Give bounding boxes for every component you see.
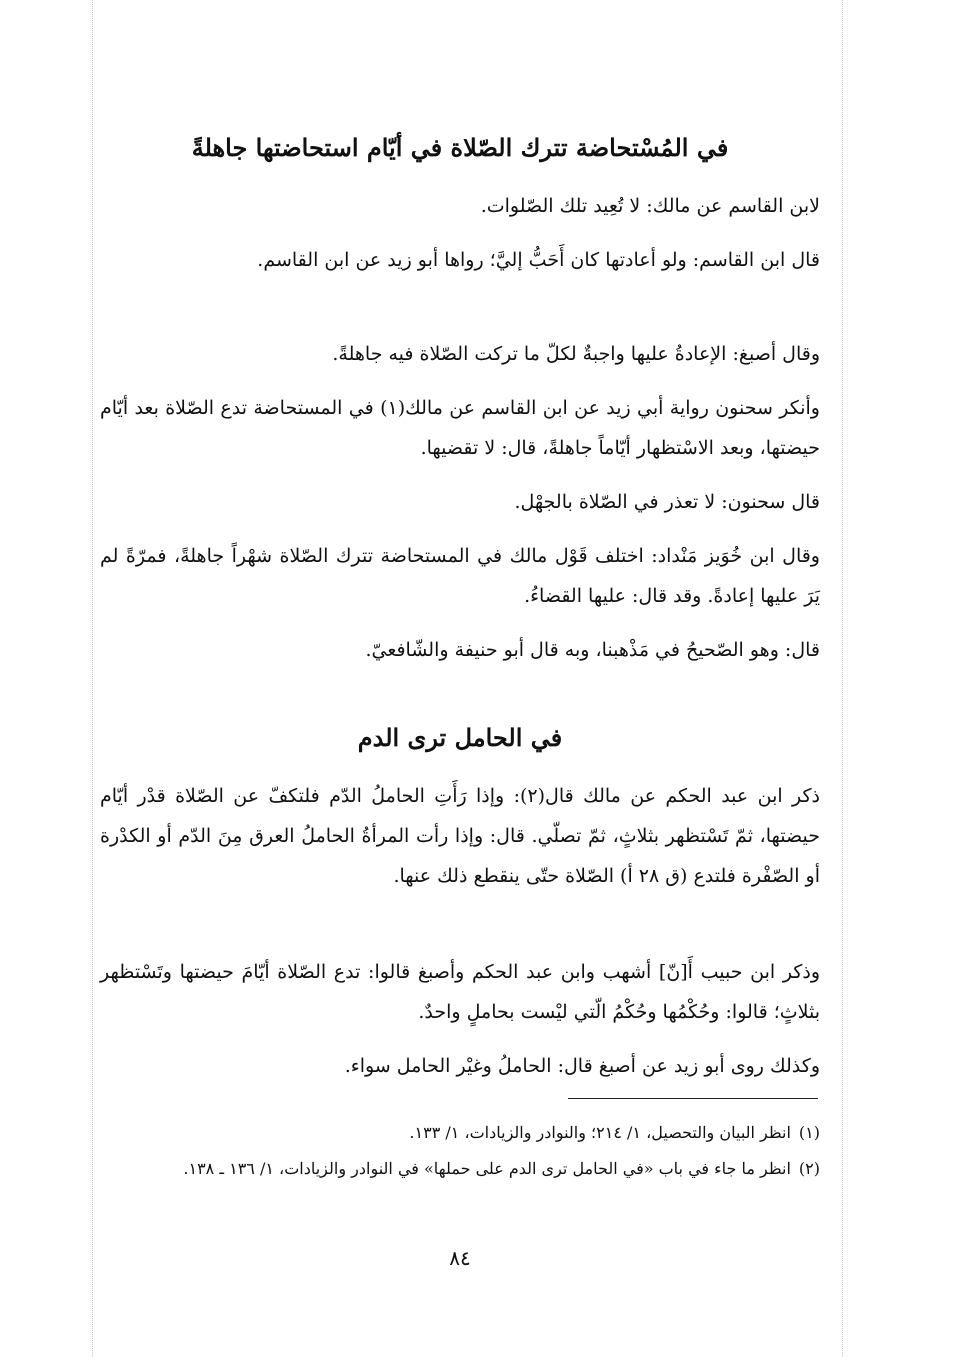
paragraph-8: ذكر ابن عبد الحكم عن مالك قال(٢): وإذا رَأَتِ الحاملُ الدّم فلتكفّ عن الصّلاة قدْر أيّام حيضتها، ثمّ تَسْتظهر بثلاثٍ، ثمّ تصلّي. قال: وإذا رأت المرأةُ الحاملُ العرق مِنَ الدّم أو الكدْرة أو الصّفْرة فلتدع (ق ٢٨ أ) الصّلاة حتّى ينقطع ذلك عنها. xyxy=(100,785,820,887)
section-heading-hamil: في الحامل ترى الدم xyxy=(357,723,563,752)
paragraph-4: وأنكر سحنون رواية أبي زيد عن ابن القاسم عن مالك(١) في المستحاضة تدع الصّلاة بعد أيّام حيضتها، وبعد الاسْتظهار أيّاماً جاهلةً، قال: لا تقضيها. xyxy=(100,397,820,459)
footnote-2-number: (٢) xyxy=(798,1159,820,1178)
paragraph-6: وقال ابن خُوَيز مَنْداد: اختلف قَوْل مالك في المستحاضة تترك الصّلاة شهْراً جاهلةً، فمرّةً لم يَرَ عليها إعادةً. وقد قال: عليها القضاءُ. xyxy=(100,545,820,607)
footnote-2 xyxy=(100,1154,820,1184)
section-heading-mustahada: في المُسْتحاضة تترك الصّلاة في أيّام استحاضتها جاهلةً xyxy=(191,133,729,162)
scan-margin-line-left xyxy=(92,0,93,1357)
paragraph-9: وذكر ابن حبيب أَ[نّ] أشهب وابن عبد الحكم وأصبغ قالوا: تدع الصّلاة أيّامَ حيضتها وتَسْتظهر بثلاثٍ؛ قالوا: وحُكْمُها وحُكْمُ الّتي ليْست بحاملٍ واحدٌ. xyxy=(100,961,820,1023)
paragraph-10: وكذلك روى أبو زيد عن أصبغ قال: الحاملُ وغيْر الحامل سواء. xyxy=(344,1055,820,1077)
paragraph-7: قال: وهو الصّحيحُ في مَذْهبنا، وبه قال أبو حنيفة والشّافعيّ. xyxy=(365,639,820,661)
footnote-1-number: (١) xyxy=(798,1123,820,1142)
footnote-separator xyxy=(568,1098,818,1099)
paragraph-5: قال سحنون: لا تعذر في الصّلاة بالجهْل. xyxy=(514,491,820,513)
scan-margin-line-right xyxy=(842,0,843,1357)
footnote-1-text: انظر البيان والتحصيل، ١/ ٢١٤؛ والنوادر والزيادات، ١/ ١٣٣. xyxy=(409,1123,791,1142)
page-number: ٨٤ xyxy=(449,1246,471,1270)
footnote-2-text: انظر ما جاء في باب «في الحامل ترى الدم على حملها» في النوادر والزيادات، ١/ ١٣٦ ـ ١٣٨. xyxy=(183,1159,791,1178)
footnote-1 xyxy=(100,1118,820,1148)
paragraph-1: لابن القاسم عن مالك: لا تُعِيد تلك الصّلوات. xyxy=(480,195,820,217)
paragraph-3: وقال أصبغ: الإعادةُ عليها واجبةٌ لكلّ ما تركت الصّلاة فيه جاهلةً. xyxy=(332,343,820,365)
paragraph-2: قال ابن القاسم: ولو أعادتها كان أَحَبُّ إليَّ؛ رواها أبو زيد عن ابن القاسم. xyxy=(257,249,820,271)
